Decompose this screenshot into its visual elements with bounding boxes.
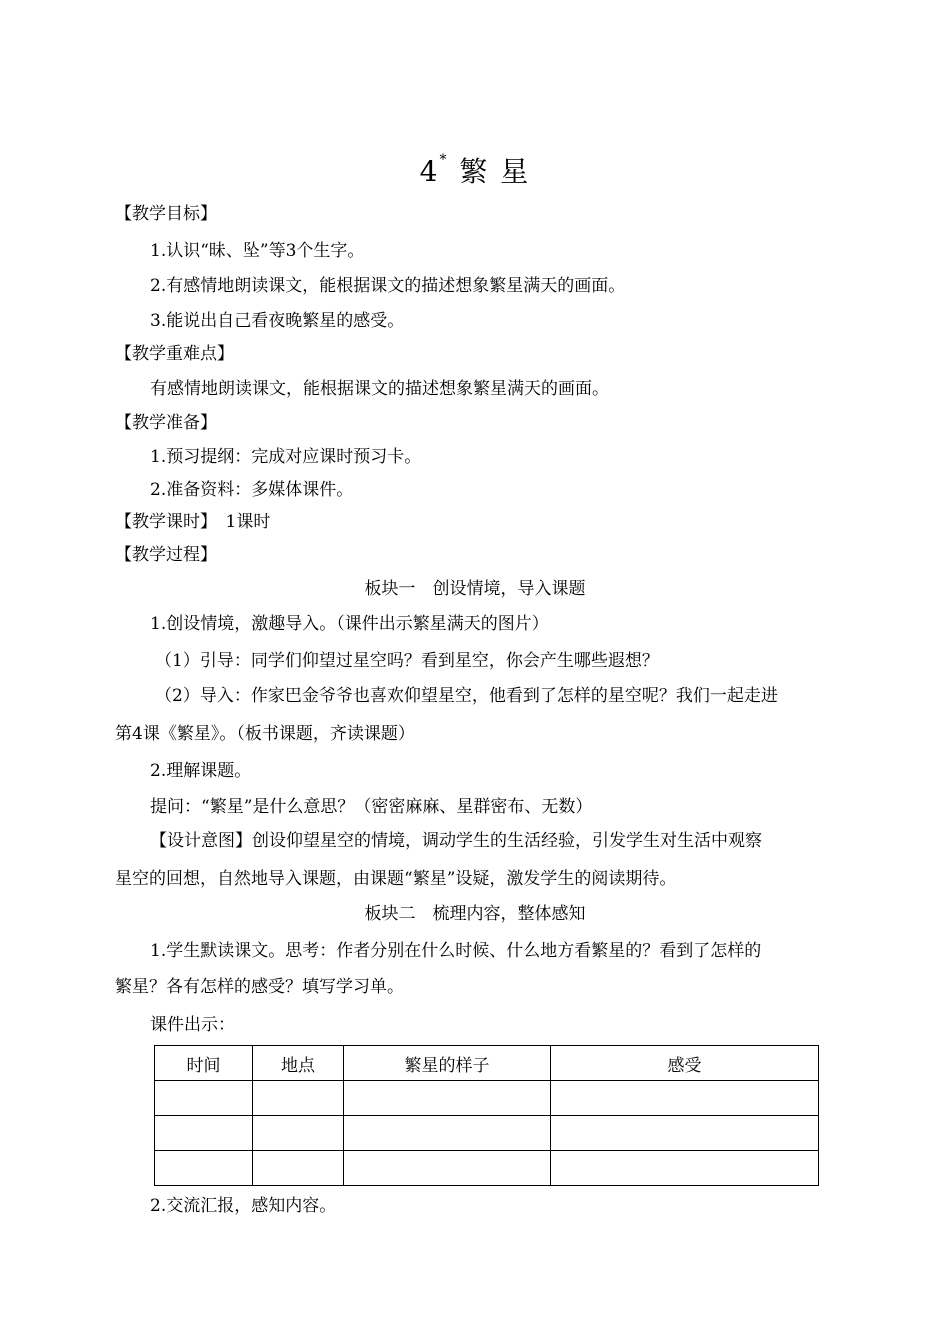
step-2: 2.理解课题。 bbox=[150, 761, 252, 781]
table-cell bbox=[551, 1081, 819, 1116]
preparation-item-2: 2.准备资料：多媒体课件。 bbox=[150, 480, 354, 500]
table-cell bbox=[253, 1081, 344, 1116]
table-row bbox=[155, 1116, 819, 1151]
block-two-step-1-cont: 繁星？各有怎样的感受？填写学习单。 bbox=[115, 977, 404, 997]
block-one-heading: 板块一 创设情境，导入课题 bbox=[364, 579, 586, 599]
step-1: 1.创设情境，激趣导入。（课件出示繁星满天的图片） bbox=[150, 614, 549, 634]
table-cell bbox=[551, 1151, 819, 1186]
courseware-label: 课件出示： bbox=[150, 1015, 235, 1035]
section-heading-periods: 【教学课时】 1课时 bbox=[115, 512, 271, 532]
lesson-number: 4 bbox=[419, 155, 440, 188]
block-two-heading: 板块二 梳理内容，整体感知 bbox=[364, 904, 586, 924]
table-cell bbox=[155, 1151, 253, 1186]
preparation-item-1: 1.预习提纲：完成对应课时预习卡。 bbox=[150, 447, 422, 467]
design-intent: 【设计意图】创设仰望星空的情境，调动学生的生活经验，引发学生对生活中观察 bbox=[150, 831, 762, 851]
table-cell bbox=[344, 1151, 551, 1186]
goal-item-1: 1.认识“昧、坠”等3个生字。 bbox=[150, 241, 365, 261]
table-cell bbox=[344, 1081, 551, 1116]
step-1-guide: （1）引导：同学们仰望过星空吗？看到星空，你会产生哪些遐想？ bbox=[155, 651, 659, 671]
lesson-title: 繁 星 bbox=[459, 155, 531, 188]
block-two-step-1: 1.学生默读课文。思考：作者分别在什么时候、什么地方看繁星的？看到了怎样的 bbox=[150, 941, 762, 961]
key-points-text: 有感情地朗读课文，能根据课文的描述想象繁星满天的画面。 bbox=[150, 379, 609, 399]
step-1-intro-cont: 第4课《繁星》。（板书课题，齐读课题） bbox=[115, 724, 415, 744]
table-header-place: 地点 bbox=[253, 1046, 344, 1081]
step-1-intro: （2）导入：作家巴金爷爷也喜欢仰望星空，他看到了怎样的星空呢？我们一起走进 bbox=[155, 686, 778, 706]
table-cell bbox=[253, 1116, 344, 1151]
table-header-row bbox=[155, 1046, 819, 1081]
table-header-time: 时间 bbox=[155, 1046, 253, 1081]
table-cell bbox=[253, 1151, 344, 1186]
table-cell bbox=[551, 1116, 819, 1151]
section-heading-process: 【教学过程】 bbox=[115, 545, 217, 565]
page-title bbox=[0, 150, 950, 190]
design-intent-cont: 星空的回想，自然地导入课题，由课题“繁星”设疑，激发学生的阅读期待。 bbox=[115, 869, 677, 889]
section-heading-key-points: 【教学重难点】 bbox=[115, 344, 234, 364]
table-cell bbox=[155, 1116, 253, 1151]
goal-item-2: 2.有感情地朗读课文，能根据课文的描述想象繁星满天的画面。 bbox=[150, 276, 626, 296]
table-header-appearance: 繁星的样子 bbox=[344, 1046, 551, 1081]
self-study-mark: * bbox=[439, 152, 449, 168]
block-two-step-2: 2.交流汇报，感知内容。 bbox=[150, 1196, 337, 1216]
goal-item-3: 3.能说出自己看夜晚繁星的感受。 bbox=[150, 311, 405, 331]
table-cell bbox=[155, 1081, 253, 1116]
step-2-question: 提问：“繁星”是什么意思？（密密麻麻、星群密布、无数） bbox=[150, 797, 593, 817]
study-sheet-table bbox=[154, 1045, 819, 1186]
table-row bbox=[155, 1081, 819, 1116]
table-row bbox=[155, 1151, 819, 1186]
table-header-feeling: 感受 bbox=[551, 1046, 819, 1081]
section-heading-preparation: 【教学准备】 bbox=[115, 413, 217, 433]
table-cell bbox=[344, 1116, 551, 1151]
section-heading-goals: 【教学目标】 bbox=[115, 204, 217, 224]
